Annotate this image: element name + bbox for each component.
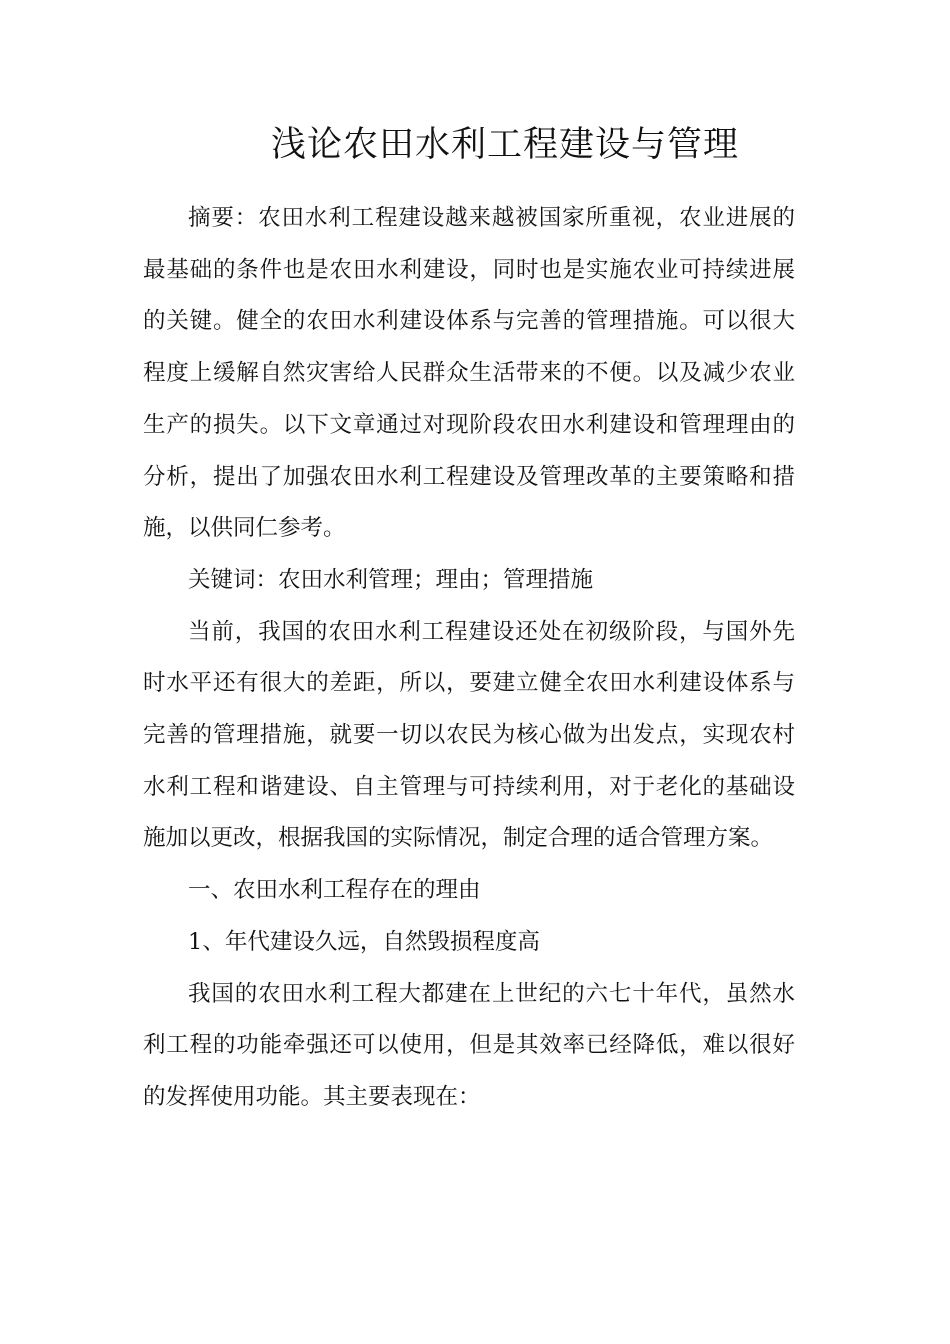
intro-paragraph: 当前，我国的农田水利工程建设还处在初级阶段，与国外先时水平还有很大的差距，所以，要建立健全农田水利建设体系与完善的管理措施，就要一切以农民为核心做为出发点，实现农村水利工程和谐建设、自主管理与可持续利用，对于老化的基础设施加以更改，根据我国的实际情况，制定合理的适合管理方案。 <box>143 618 795 852</box>
subsection-heading: 1、年代建设久远，自然毁损程度高 <box>188 928 540 955</box>
body-paragraph: 我国的农田水利工程大都建在上世纪的六七十年代，虽然水利工程的功能牵强还可以使用，但是其效率已经降低，难以很好的发挥使用功能。其主要表现在： <box>143 980 795 1110</box>
keywords-paragraph: 关键词：农田水利管理；理由；管理措施 <box>188 566 594 593</box>
abstract-paragraph: 摘要：农田水利工程建设越来越被国家所重视，农业进展的最基础的条件也是农田水利建设，同时也是实施农业可持续进展的关键。健全的农田水利建设体系与完善的管理措施。可以很大程度上缓解自然灾害给人民群众生活带来的不便。以及减少农业生产的损失。以下文章通过对现阶段农田水利建设和管理理由的分析，提出了加强农田水利工程建设及管理改革的主要策略和措施，以供同仁参考。 <box>143 205 795 542</box>
document-title: 浅论农田水利工程建设与管理 <box>270 125 739 165</box>
section-heading: 一、农田水利工程存在的理由 <box>188 877 481 904</box>
document-body <box>143 193 795 1124</box>
